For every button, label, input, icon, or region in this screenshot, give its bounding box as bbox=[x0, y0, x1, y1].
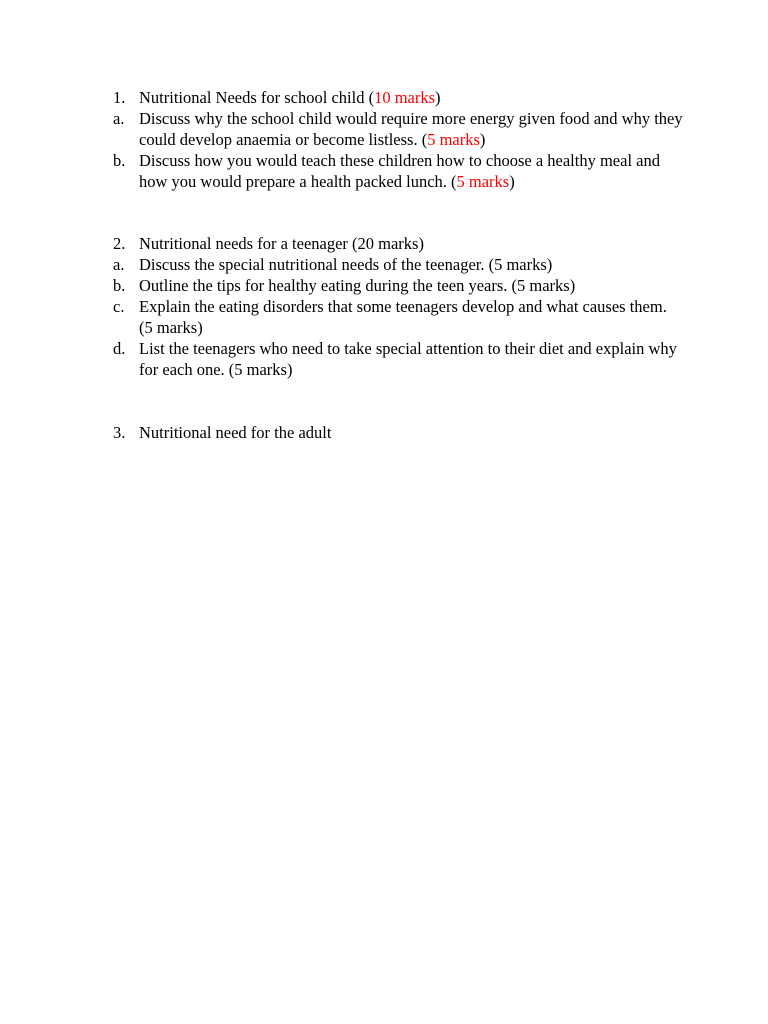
part-end: ) bbox=[479, 130, 486, 149]
question-1-part-a bbox=[113, 108, 683, 150]
part-letter: d. bbox=[113, 339, 126, 358]
question-2-part-b bbox=[113, 275, 683, 296]
part-letter: b. bbox=[113, 151, 126, 170]
part-body: Discuss why the school child would require more energy given food and why they could develop anaemia or become listless. ( bbox=[139, 109, 683, 149]
question-title: Nutritional need for the adult bbox=[139, 423, 332, 442]
marks-label: 10 marks bbox=[374, 88, 436, 107]
question-number: 1. bbox=[113, 88, 126, 107]
marks-label: 5 marks bbox=[427, 130, 480, 149]
question-number: 2. bbox=[113, 234, 126, 253]
question-2-part-a bbox=[113, 254, 683, 275]
part-letter: c. bbox=[113, 297, 125, 316]
part-text bbox=[139, 150, 683, 192]
question-2-part-d bbox=[113, 338, 683, 380]
part-text: List the teenagers who need to take special attention to their diet and explain why for each one. (5 marks) bbox=[139, 339, 677, 379]
question-title bbox=[139, 87, 683, 108]
question-number: 3. bbox=[113, 423, 126, 442]
question-2-heading bbox=[113, 233, 683, 254]
part-text: Outline the tips for healthy eating during the teen years. (5 marks) bbox=[139, 276, 576, 295]
question-2-part-c bbox=[113, 296, 683, 338]
question-1-part-b bbox=[113, 150, 683, 192]
question-1 bbox=[113, 87, 683, 192]
marks-label: 5 marks bbox=[456, 172, 510, 191]
part-letter: b. bbox=[113, 276, 126, 295]
question-title-text: Nutritional Needs for school child ( bbox=[139, 88, 375, 107]
part-body: Discuss how you would teach these children how to choose a healthy meal and how you would prepare a health packed lunch. ( bbox=[139, 151, 660, 191]
part-text: Explain the eating disorders that some teenagers develop and what causes them. (5 marks) bbox=[139, 297, 667, 337]
part-end: ) bbox=[509, 172, 515, 191]
part-letter: a. bbox=[113, 109, 125, 128]
question-title-end: ) bbox=[435, 88, 441, 107]
question-3 bbox=[113, 422, 683, 443]
part-letter: a. bbox=[113, 255, 125, 274]
question-2 bbox=[113, 233, 683, 380]
part-text: Discuss the special nutritional needs of the teenager. (5 marks) bbox=[139, 255, 553, 274]
question-3-heading bbox=[113, 422, 683, 443]
question-title: Nutritional needs for a teenager (20 marks) bbox=[139, 234, 424, 253]
part-text bbox=[139, 108, 683, 150]
question-1-heading bbox=[113, 87, 683, 108]
